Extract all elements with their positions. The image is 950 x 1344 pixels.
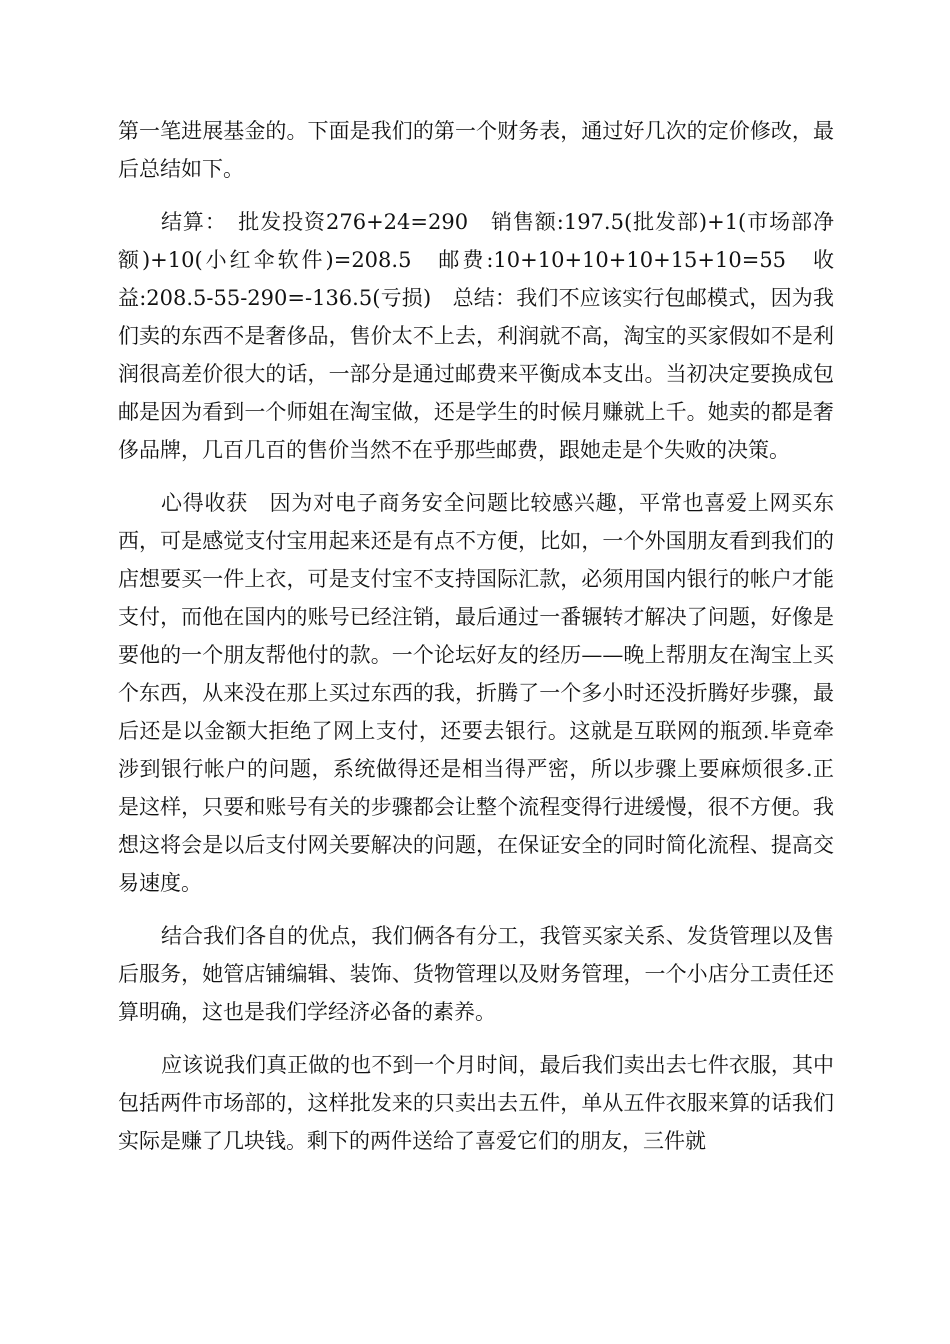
paragraph-5: 应该说我们真正做的也不到一个月时间，最后我们卖出去七件衣服，其中包括两件市场部的，这样批发来的只卖出去五件，单从五件衣服来算的话我们实际是赚了几块钱。剩下的两件送给了喜爱它们的朋友，三件就 xyxy=(118,1053,834,1153)
document-page xyxy=(118,112,834,1160)
paragraph-3: 心得收获 因为对电子商务安全问题比较感兴趣，平常也喜爱上网买东西，可是感觉支付宝用起来还是有点不方便，比如，一个外国朋友看到我们的店想要买一件上衣，可是支付宝不支持国际汇款，必须用国内银行的帐户才能支付，而他在国内的账号已经注销，最后通过一番辗转才解决了问题，好像是要他的一个朋友帮他付的款。一个论坛好友的经历——晚上帮朋友在淘宝上买个东西，从来没在那上买过东西的我，折腾了一个多小时还没折腾好步骤，最后还是以金额大拒绝了网上支付，还要去银行。这就是互联网的瓶颈.毕竟牵涉到银行帐户的问题，系统做得还是相当得严密，所以步骤上要麻烦很多.正是这样，只要和账号有关的步骤都会让整个流程变得行进缓慢，很不方便。我想这将会是以后支付网关要解决的问题，在保证安全的同时简化流程、提高交易速度。 xyxy=(118,491,834,895)
paragraph-4: 结合我们各自的优点，我们俩各有分工，我管买家关系、发货管理以及售后服务，她管店铺编辑、装饰、货物管理以及财务管理，一个小店分工责任还算明确，这也是我们学经济必备的素养。 xyxy=(118,924,834,1024)
paragraph-2: 结算： 批发投资276+24=290 销售额:197.5(批发部)+1(市场部净额)+10(小红伞软件)=208.5 邮费:10+10+10+10+15+10=55 收益:208.5-55-290=-136.5(亏损) 总结：我们不应该实行包邮模式，因为我们卖的东西不是奢侈品，售价太不上去，利润就不高，淘宝的买家假如不是利润很高差价很大的话，一部分是通过邮费来平衡成本支出。当初决定要换成包邮是因为看到一个师姐在淘宝做，还是学生的时候月赚就上千。她卖的都是奢侈品牌，几百几百的售价当然不在乎那些邮费，跟她走是个失败的决策。 xyxy=(118,210,834,462)
paragraph-1: 第一笔进展基金的。下面是我们的第一个财务表，通过好几次的定价修改，最后总结如下。 xyxy=(118,119,834,181)
